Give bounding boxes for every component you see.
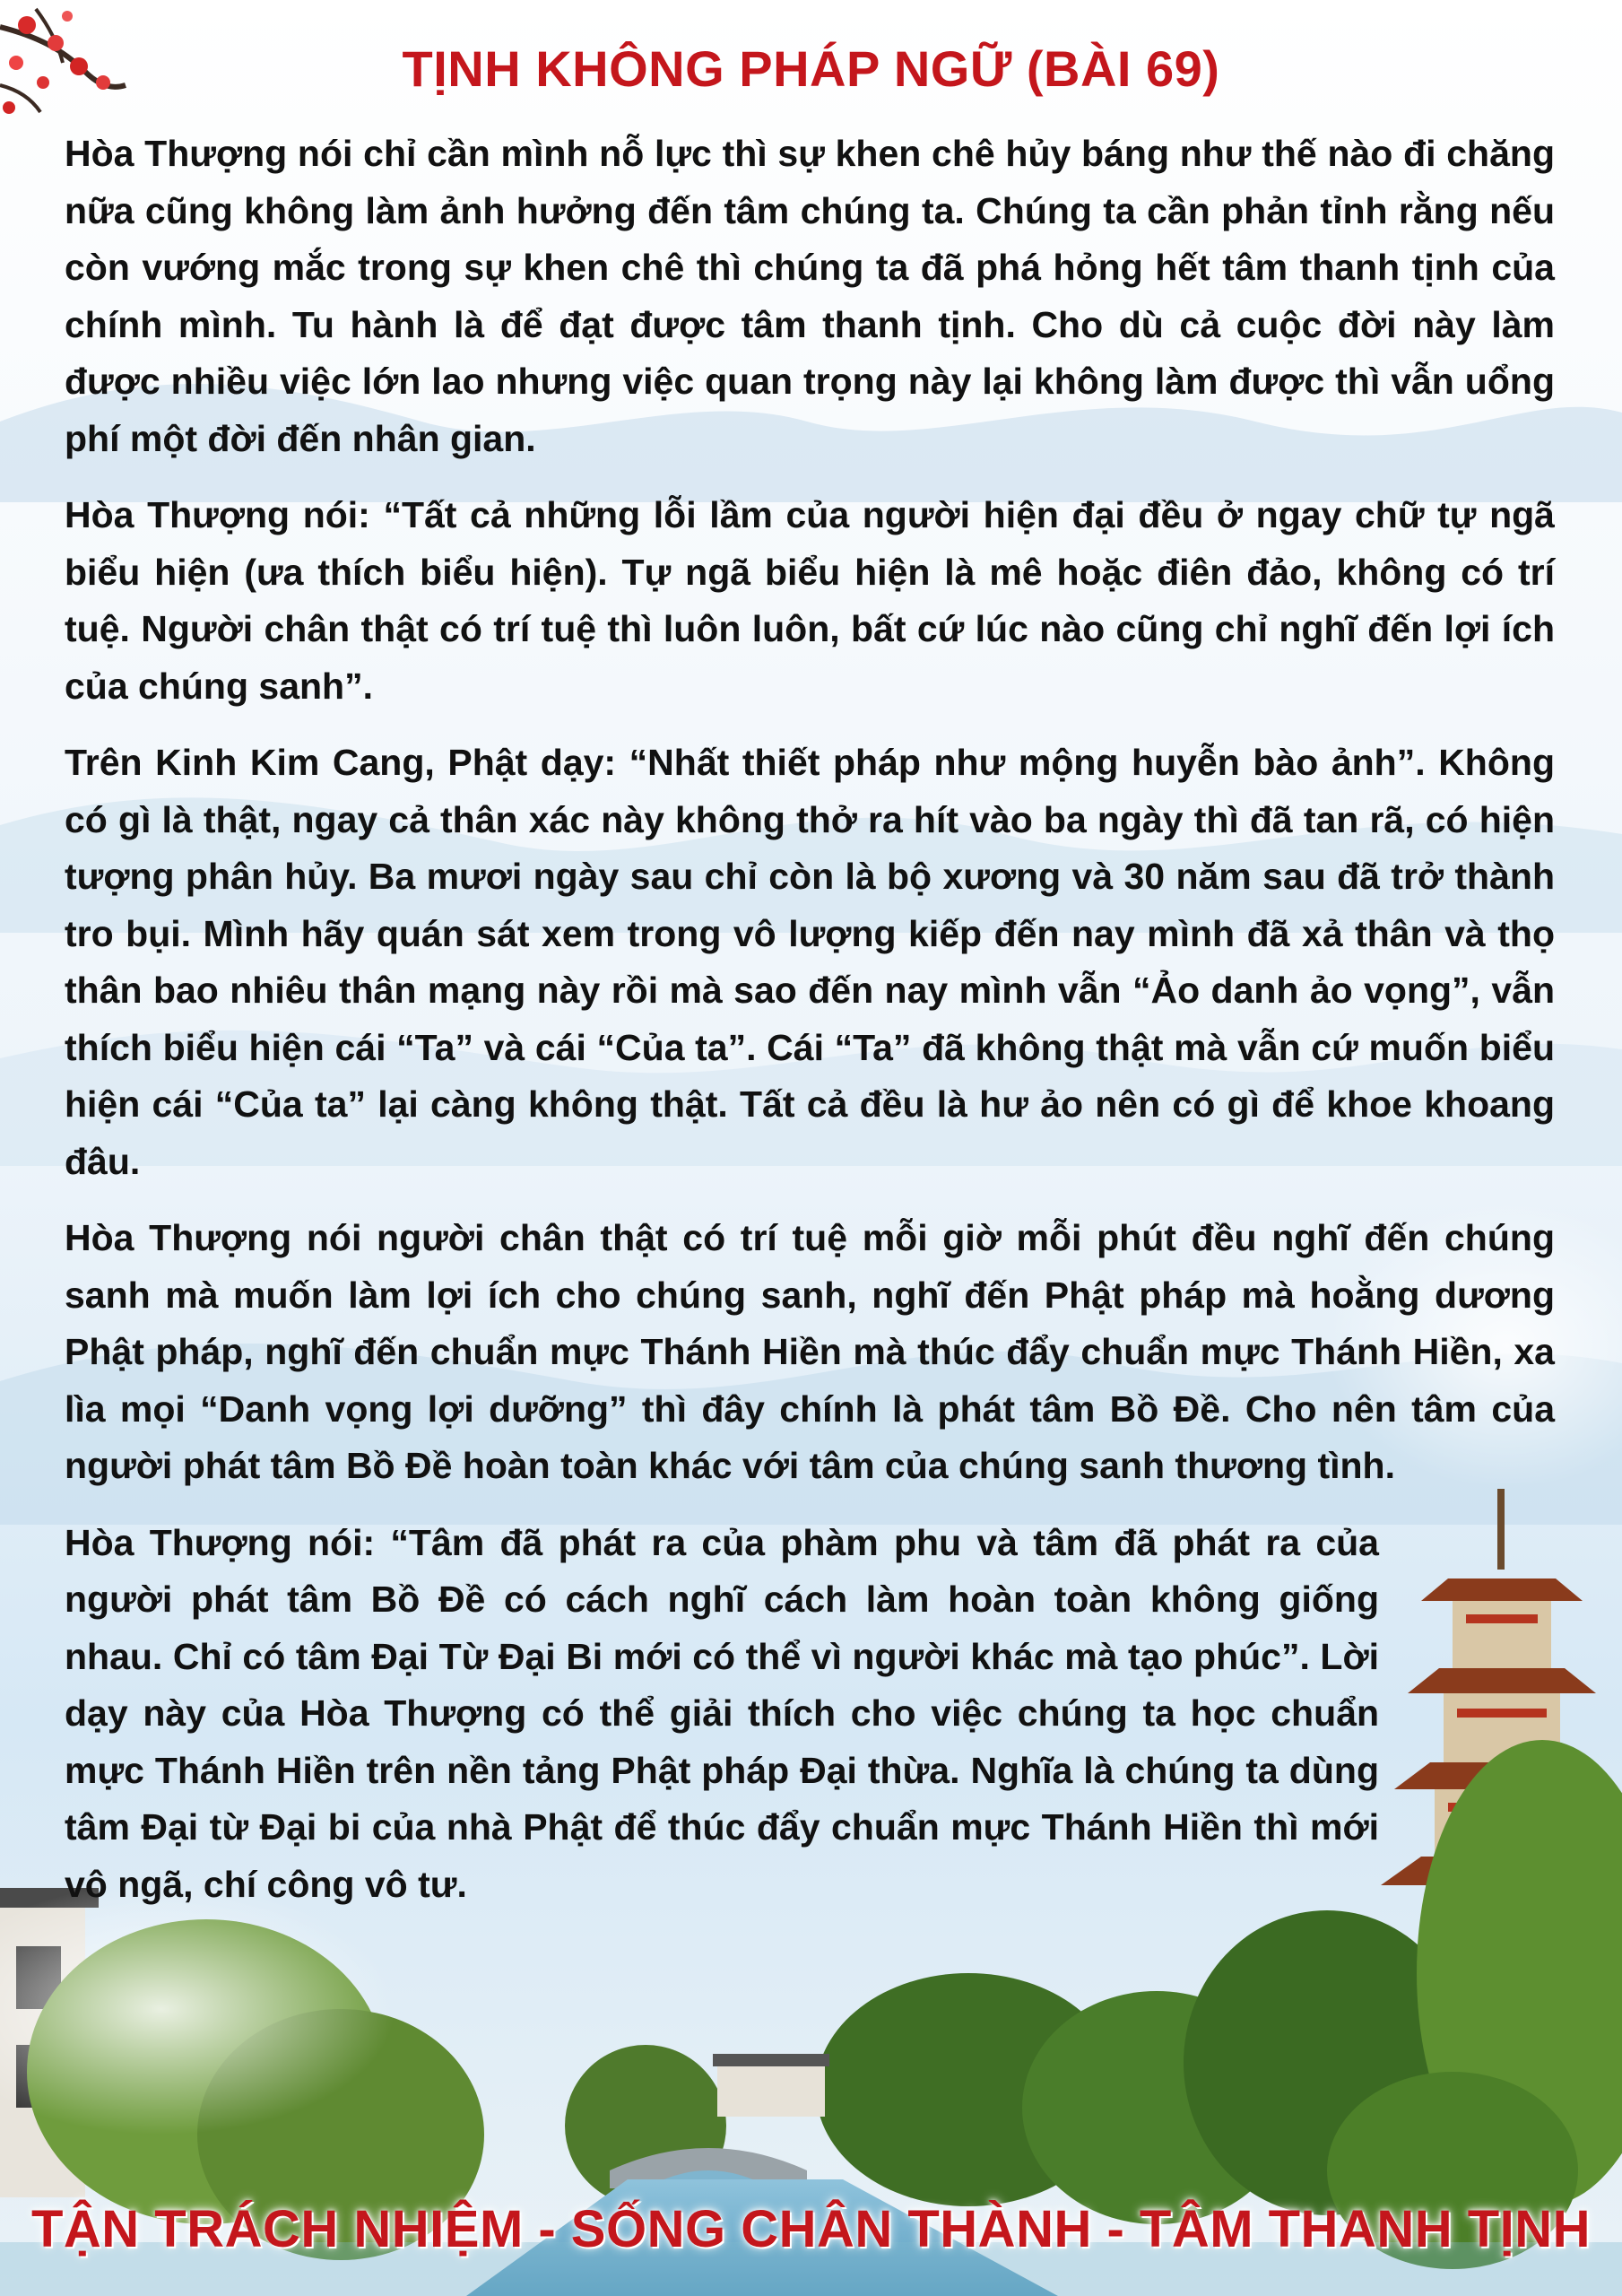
paragraph-2: Hòa Thượng nói: “Tất cả những lỗi lầm của người hiện đại đều ở ngay chữ tự ngã biểu hiện (ưa thích biểu hiện). Tự ngã biểu hiện là mê hoặc điên đảo, không có trí tuệ. Người chân thật có trí tuệ thì luôn luôn, bất cứ lúc nào cũng chỉ nghĩ đến lợi ích của chúng sanh”. (65, 494, 1555, 707)
paragraph-3: Trên Kinh Kim Cang, Phật dạy: “Nhất thiết pháp như mộng huyễn bào ảnh”. Không có gì là thật, ngay cả thân xác này không thở ra hít vào ba ngày thì đã tan rã, có hiện tượng phân hủy. Ba mươi ngày sau chỉ còn là bộ xương và 30 năm sau đã trở thành tro bụi. Mình hãy quán sát xem trong vô lượng kiếp đến nay mình đã xả thân và thọ thân bao nhiêu thân mạng này rồi mà sao đến nay mình vẫn “Ảo danh ảo vọng”, vẫn thích biểu hiện cái “Ta” và cái “Của ta”. Cái “Ta” đã không thật mà vẫn cứ muốn biểu hiện cái “Của ta” lại càng không thật. Tất cả đều là hư ảo nên có gì để khoe khoang đâu. (65, 742, 1555, 1182)
paragraph-5: Hòa Thượng nói: “Tâm đã phát ra của phàm phu và tâm đã phát ra của người phát tâm Bồ Đề có cách nghĩ cách làm hoàn toàn không giống nhau. Chỉ có tâm Đại Từ Đại Bi mới có thể vì người khác mà tạo phúc”. Lời dạy này của Hòa Thượng có thể giải thích cho việc chúng ta học chuẩn mực Thánh Hiền trên nền tảng Phật pháp Đại thừa. Nghĩa là chúng ta dùng tâm Đại từ Đại bi của nhà Phật để thúc đẩy chuẩn mực Thánh Hiền thì mới vô ngã, chí công vô tư. (65, 1521, 1379, 1905)
article-body (65, 126, 1555, 1933)
paragraph-1: Hòa Thượng nói chỉ cần mình nỗ lực thì sự khen chê hủy báng như thế nào đi chăng nữa cũng không làm ảnh hưởng đến tâm chúng ta. Chúng ta cần phản tỉnh rằng nếu còn vướng mắc trong sự khen chê thì chúng ta đã phá hỏng hết tâm thanh tịnh của chính mình. Tu hành là để đạt được tâm thanh tịnh. Cho dù cả cuộc đời này làm được nhiều việc lớn lao nhưng việc quan trọng này lại không làm được thì vẫn uổng phí một đời đến nhân gian. (65, 133, 1555, 459)
paragraph-4: Hòa Thượng nói người chân thật có trí tuệ mỗi giờ mỗi phút đều nghĩ đến chúng sanh mà muốn làm lợi ích cho chúng sanh, nghĩ đến Phật pháp mà hoằng dương Phật pháp, nghĩ đến chuẩn mực Thánh Hiền mà thúc đẩy chuẩn mực Thánh Hiền, xa lìa mọi “Danh vọng lợi dưỡng” thì đây chính là phát tâm Bồ Đề. Cho nên tâm của người phát tâm Bồ Đề hoàn toàn khác với tâm của chúng sanh thương tình. (65, 1217, 1555, 1486)
footer-slogan: TẬN TRÁCH NHIỆM - SỐNG CHÂN THÀNH - TÂM THANH TỊNH (30, 2200, 1592, 2258)
page-title: TỊNH KHÔNG PHÁP NGỮ (BÀI 69) (402, 40, 1220, 97)
